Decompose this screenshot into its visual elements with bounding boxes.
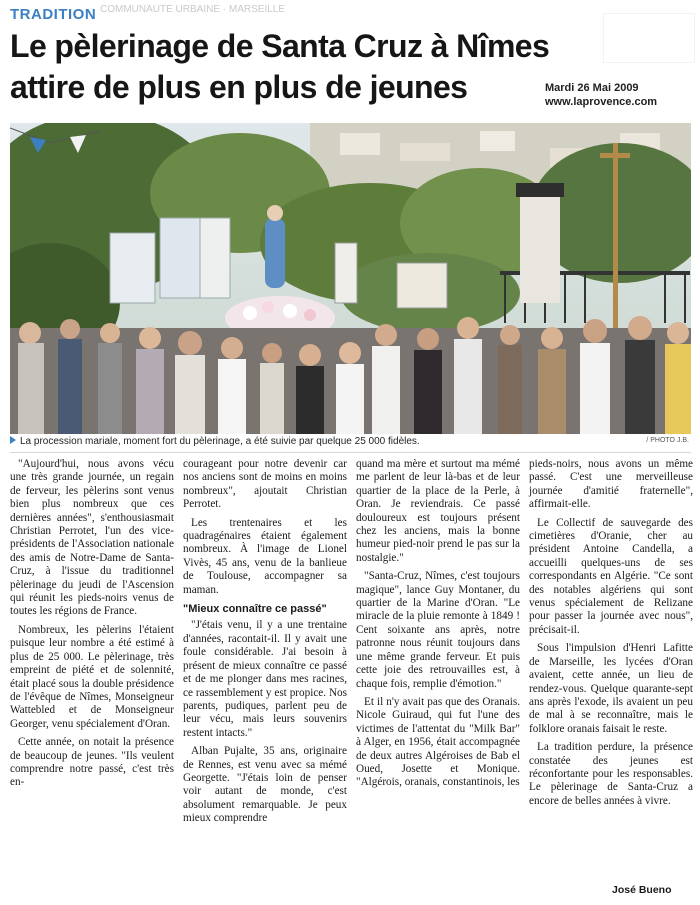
publication-date: Mardi 26 Mai 2009: [545, 82, 639, 94]
paragraph: Nombreux, les pèlerins l'étaient puisque leur nombre a été estimé à plus de 25 000. Le pèlerinage, très empreint de piété et de solennité, était placé sous la double présidence de l'évêque de Nîmes, Monseigneur Wattebled et de Monseigneur Georger, venu spécialement d'Oran.: [10, 623, 174, 730]
paragraph: Le Collectif de sauvegarde des cimetières d'Oranie, cher au président Antoine Candella, a accueilli quelques-uns de ses correspondants en Algérie. "Ce sont des notables algériens qui sont venus spécialement de Relizane pour passer la journée avec nous", précisait-il.: [529, 516, 693, 636]
photo-caption: [10, 436, 691, 450]
headline-line-1: Le pèlerinage de Santa Cruz à Nîmes: [10, 28, 550, 64]
procession-photo: [10, 123, 691, 434]
blank-label-box: [604, 14, 694, 62]
paragraph: courageant pour notre devenir car nos anciens sont de moins en moins nombreux", ajoutait Christian Perrotet.: [183, 458, 347, 511]
paragraph: Sous l'impulsion d'Henri Lafitte de Marseille, les lycées d'Oran avaient, cette année, un lieu de rendez-vous. Quelque quarante-sept ans après l'exode, ils avaient un peu de mal à se reconnaître, mais le folklore oranais faisait le reste.: [529, 642, 693, 735]
caption-text: La procession mariale, moment fort du pèlerinage, a été suivie par quelque 25 000 fidèles.: [20, 436, 420, 447]
paragraph: "Aujourd'hui, nous avons vécu une très grande journée, un regain de ferveur, les pèlerins sont venus bien plus nombreux que ces dernières années", s'enthousiasmait Christian Perrotet, l'un des vice-présidents de l'Association nationale des amis de Notre-Dame de Santa-Cruz, à l'issue du traditionnel pèlerinage du jeudi de l'Ascension qui réunit les pieds-noirs venus de toutes les régions de France.: [10, 458, 174, 618]
paragraph: La tradition perdure, la présence constatée des jeunes est réconfortante pour les responsables. Le pèlerinage de Santa-Cruz a encore de belles années à vivre.: [529, 741, 693, 807]
divider: [10, 452, 691, 453]
paragraph: Les trentenaires et les quadragénaires étaient également nombreux. À l'image de Lionel Vivès, 45 ans, venu de la banlieue de Toulouse, accompagner sa maman.: [183, 516, 347, 596]
headline: [10, 26, 590, 108]
paragraph: "Santa-Cruz, Nîmes, c'est toujours magique", lance Guy Montaner, du quartier de la Marine d'Oran. "Le miracle de la pluie remonte à 1849 ! Cent soixante ans après, notre patronne nous réunit toujours dans une même grande ferveur. Et puis cette joie des retrouvailles est, à chaque fois, remplie d'émotion.": [356, 570, 520, 690]
paragraph: Alban Pujalte, 35 ans, originaire de Rennes, est venu avec sa mémé Georgette. "J'étais loin de penser voir autant de monde, c'est absolument remarquable. Je peux mieux comprendre: [183, 745, 347, 825]
headline-line-2: attire de plus en plus de jeunes: [10, 69, 468, 105]
paragraph: quand ma mère et surtout ma mémé me parlent de leur là-bas et de leur quartier de la place de la Perle, à Oran. Je reviendrais. Ce passé douloureux est toujours présent chez les anciens, mais la bonne humeur pied-noir prend le pas sur la nostalgie.": [356, 458, 520, 564]
paragraph: pieds-noirs, nous avons un même passé. C'est une merveilleuse journée d'amitié fraternelle", affirmait-elle.: [529, 458, 693, 511]
caption-arrow-icon: [10, 436, 16, 444]
paragraph: Et il n'y avait pas que des Oranais. Nicole Guiraud, qui fut l'une des victimes de l'attentat du "Milk Bar" à Alger, en 1956, était accompagnée de deux autres Algéroises de Bab el Oued, Josette et Monique. "Algérois, oranais, constantinois, les: [356, 695, 520, 789]
author-byline: José Bueno: [612, 884, 672, 896]
subheading: "Mieux connaître ce passé": [183, 603, 327, 616]
photo-credit: / PHOTO J.B.: [646, 437, 689, 444]
website: www.laprovence.com: [545, 96, 658, 108]
paragraph: Cette année, on notait la présence de beaucoup de jeunes. "Ils veulent comprendre notre passé, c'est très en-: [10, 736, 174, 789]
bleed-through-text: COMMUNAUTÉ URBAINE · MARSEILLE: [100, 4, 286, 15]
paragraph: "J'étais venu, il y a une trentaine d'années, racontait-il. Il y avait une foule considérable. J'ai besoin à présent de mieux connaître ce passé et de me plonger dans mes racines, ce rassemblement y est propice. Nos parents, pudiques, parlent peu de leur vécu, mais leurs souvenirs restent intacts.": [183, 619, 347, 739]
article-column-2: [183, 458, 347, 831]
article-column-4: [529, 458, 693, 813]
article-column-3: [356, 458, 520, 795]
section-label: TRADITION: [10, 6, 97, 23]
article-column-1: [10, 458, 174, 795]
